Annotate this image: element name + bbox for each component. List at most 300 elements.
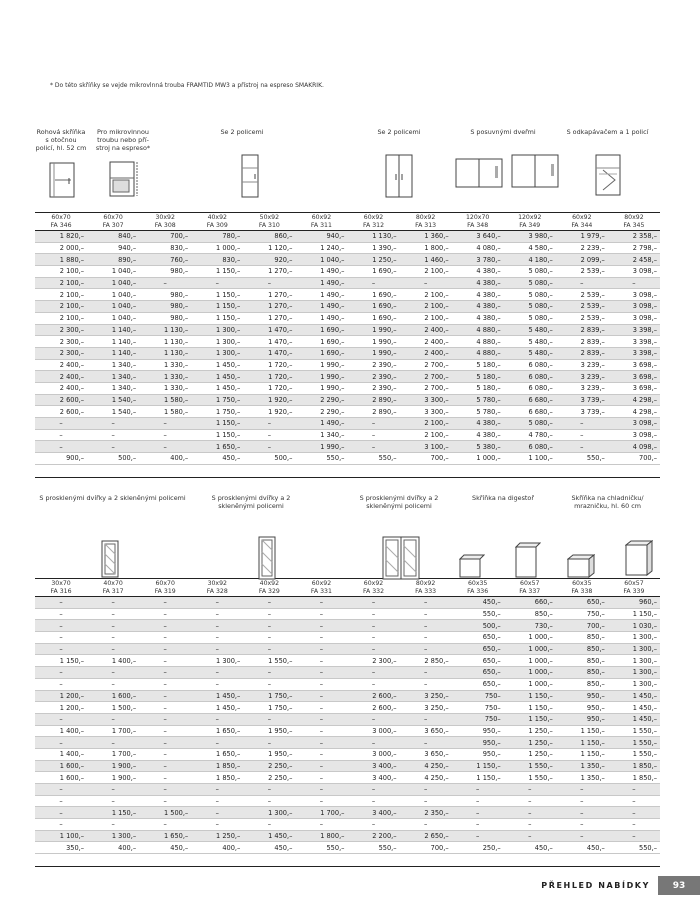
price-row-cell: – bbox=[400, 713, 452, 725]
cabinet-illustrations-2 bbox=[35, 520, 660, 578]
price-row-cell: 3 698,– bbox=[608, 371, 660, 383]
price-row-cell: 2 650,– bbox=[400, 830, 452, 842]
price-row-cell: 1 150,– bbox=[556, 737, 608, 749]
total-row-cell: 400,– bbox=[191, 842, 243, 854]
price-row bbox=[35, 277, 660, 289]
price-row-cell: – bbox=[347, 608, 399, 620]
price-row-cell: – bbox=[400, 784, 452, 796]
price-row-cell: 1 750,– bbox=[243, 690, 295, 702]
price-row-cell: 1 150,– bbox=[87, 807, 139, 819]
price-row-cell: 1 000,– bbox=[504, 643, 556, 655]
code-row bbox=[35, 587, 660, 597]
price-row-cell: 1 040,– bbox=[87, 301, 139, 313]
price-row-cell: 1 650,– bbox=[191, 441, 243, 453]
price-row-cell: 3 698,– bbox=[608, 382, 660, 394]
price-row-cell: 780,– bbox=[191, 231, 243, 243]
table-end-cell bbox=[35, 854, 87, 867]
price-row-cell: 1 300,– bbox=[243, 807, 295, 819]
group-heading-microwave: Pro mikrovlnnou troubu nebo pří-stroj na espreso* bbox=[95, 128, 151, 152]
price-row-cell: 1 700,– bbox=[87, 725, 139, 737]
price-row bbox=[35, 359, 660, 371]
price-row-cell: – bbox=[608, 819, 660, 831]
price-row-cell: – bbox=[35, 632, 87, 644]
price-row-cell: – bbox=[243, 441, 295, 453]
price-row-cell: 1 990,– bbox=[347, 336, 399, 348]
price-row bbox=[35, 667, 660, 679]
price-row-cell: 3 100,– bbox=[400, 441, 452, 453]
price-row-cell: 2 539,– bbox=[556, 312, 608, 324]
size-row-cell: 60x70 bbox=[139, 579, 191, 588]
price-row-cell: 3 239,– bbox=[556, 382, 608, 394]
price-row-cell: 750– bbox=[452, 690, 504, 702]
price-row-cell: – bbox=[347, 632, 399, 644]
price-row-cell: 1 800,– bbox=[295, 830, 347, 842]
price-row-cell: 660,– bbox=[504, 597, 556, 609]
price-row-cell: – bbox=[243, 620, 295, 632]
price-row-cell: 1 040,– bbox=[87, 289, 139, 301]
price-row-cell: – bbox=[87, 678, 139, 690]
price-row-cell: 2 290,– bbox=[295, 406, 347, 418]
price-row-cell: 2 400,– bbox=[35, 371, 87, 383]
table-end-cell bbox=[295, 854, 347, 867]
price-row-cell: 2 700,– bbox=[400, 359, 452, 371]
price-row-cell: 1 580,– bbox=[139, 406, 191, 418]
price-row-cell: – bbox=[556, 441, 608, 453]
price-row-cell: 1 340,– bbox=[295, 429, 347, 441]
price-row-cell: 1 690,– bbox=[347, 301, 399, 313]
price-row bbox=[35, 324, 660, 336]
price-row bbox=[35, 725, 660, 737]
size-row-cell: 60x35 bbox=[452, 579, 504, 588]
price-row-cell: 4 380,– bbox=[452, 266, 504, 278]
price-row-cell: 3 398,– bbox=[608, 324, 660, 336]
price-row-cell: 850,– bbox=[556, 667, 608, 679]
price-row-cell: 2 400,– bbox=[400, 347, 452, 359]
table-end-cell bbox=[87, 854, 139, 867]
price-row-cell: 1 600,– bbox=[87, 690, 139, 702]
code-row-cell: FA 310 bbox=[258, 222, 280, 229]
price-row-cell: – bbox=[295, 643, 347, 655]
price-row-cell: – bbox=[504, 807, 556, 819]
price-row bbox=[35, 655, 660, 667]
price-row-cell: 500,– bbox=[452, 620, 504, 632]
price-row-cell: – bbox=[191, 678, 243, 690]
price-row-cell: 2 350,– bbox=[400, 807, 452, 819]
group-heading-hood: Skříňka na digestoř bbox=[472, 494, 534, 502]
size-row-cell: 120x92 bbox=[504, 213, 556, 222]
price-row-cell: 5 480,– bbox=[504, 324, 556, 336]
price-row-cell: – bbox=[139, 667, 191, 679]
price-row-cell: – bbox=[452, 830, 504, 842]
total-row-cell: 400,– bbox=[139, 453, 191, 465]
price-row-cell: – bbox=[35, 620, 87, 632]
size-row-cell: 60x92 bbox=[347, 213, 399, 222]
price-row-cell: – bbox=[139, 441, 191, 453]
price-row-cell: 1 150,– bbox=[504, 690, 556, 702]
price-row-cell: 4 180,– bbox=[504, 254, 556, 266]
code-row-cell: FA 332 bbox=[363, 588, 384, 595]
price-row-cell: 1 350,– bbox=[556, 760, 608, 772]
cabinet-illustrations bbox=[35, 154, 660, 212]
price-row-cell: – bbox=[347, 667, 399, 679]
price-row-cell: 6 080,– bbox=[504, 382, 556, 394]
price-row-cell: 1 690,– bbox=[347, 312, 399, 324]
size-row-cell: 80x92 bbox=[400, 213, 452, 222]
table-end-cell bbox=[504, 464, 556, 477]
price-row-cell: 1 150,– bbox=[191, 301, 243, 313]
price-row-cell: – bbox=[87, 819, 139, 831]
price-row-cell: – bbox=[295, 795, 347, 807]
price-row-cell: – bbox=[452, 795, 504, 807]
table-end-cell bbox=[347, 464, 399, 477]
price-row-cell: 650,– bbox=[452, 678, 504, 690]
price-row-cell: – bbox=[452, 807, 504, 819]
code-row-cell: FA 317 bbox=[102, 588, 124, 595]
price-row-cell: – bbox=[139, 632, 191, 644]
price-row-cell: 1 540,– bbox=[87, 406, 139, 418]
price-row-cell: – bbox=[243, 678, 295, 690]
price-row-cell: – bbox=[608, 784, 660, 796]
price-row bbox=[35, 643, 660, 655]
price-row-cell: – bbox=[35, 418, 87, 430]
code-row-cell: FA 346 bbox=[50, 222, 72, 229]
price-row-cell: 2 100,– bbox=[35, 312, 87, 324]
price-row-cell: – bbox=[191, 807, 243, 819]
price-row-cell: 1 330,– bbox=[139, 371, 191, 383]
microwave-cabinet-image bbox=[109, 156, 141, 198]
price-row-cell: – bbox=[139, 678, 191, 690]
price-row-cell: 4 298,– bbox=[608, 406, 660, 418]
price-row-cell: 1 720,– bbox=[243, 371, 295, 383]
price-row bbox=[35, 394, 660, 406]
price-row-cell: 1 750,– bbox=[191, 394, 243, 406]
price-row-cell: 1 540,– bbox=[87, 394, 139, 406]
total-row-cell: 550,– bbox=[608, 842, 660, 854]
price-row bbox=[35, 620, 660, 632]
price-row-cell: 1 470,– bbox=[243, 336, 295, 348]
price-row-cell: 1 920,– bbox=[243, 406, 295, 418]
price-row-cell: 1 340,– bbox=[87, 371, 139, 383]
price-row-cell: 1 350,– bbox=[556, 772, 608, 784]
code-row-cell: FA 312 bbox=[363, 222, 384, 229]
table-end-cell bbox=[452, 464, 504, 477]
price-row-cell: 1 150,– bbox=[556, 748, 608, 760]
price-row-cell: 2 000,– bbox=[35, 242, 87, 254]
price-row bbox=[35, 807, 660, 819]
price-row-cell: 950,– bbox=[556, 702, 608, 714]
price-row-cell: 5 480,– bbox=[504, 336, 556, 348]
price-row-cell: 1 550,– bbox=[243, 655, 295, 667]
size-row-cell: 60x92 bbox=[347, 579, 399, 588]
price-row-cell: 1 850,– bbox=[191, 772, 243, 784]
total-row-cell: 450,– bbox=[556, 842, 608, 854]
price-row-cell: – bbox=[139, 725, 191, 737]
price-row-cell: – bbox=[35, 667, 87, 679]
group-headings bbox=[35, 128, 660, 154]
price-row-cell: 2 400,– bbox=[400, 336, 452, 348]
price-row-cell: 2 200,– bbox=[347, 830, 399, 842]
price-row-cell: 840,– bbox=[87, 231, 139, 243]
total-row bbox=[35, 453, 660, 465]
price-row-cell: 1 040,– bbox=[295, 254, 347, 266]
price-row-cell: 1 150,– bbox=[35, 655, 87, 667]
price-row-cell: 1 460,– bbox=[400, 254, 452, 266]
price-row-cell: – bbox=[295, 772, 347, 784]
price-row bbox=[35, 819, 660, 831]
page-footer bbox=[541, 876, 700, 895]
price-row-cell: 1 500,– bbox=[139, 807, 191, 819]
glass-cabinet-70-image bbox=[101, 540, 121, 580]
price-row-cell: 1 490,– bbox=[295, 266, 347, 278]
code-row-cell: FA 338 bbox=[571, 588, 593, 595]
price-row-cell: 1 300,– bbox=[608, 667, 660, 679]
price-row-cell: 6 680,– bbox=[504, 394, 556, 406]
price-row-cell: 3 000,– bbox=[347, 725, 399, 737]
price-row-cell: – bbox=[243, 737, 295, 749]
price-row bbox=[35, 830, 660, 842]
price-row-cell: 1 270,– bbox=[243, 312, 295, 324]
price-row-cell: 1 300,– bbox=[608, 655, 660, 667]
price-row-cell: 2 890,– bbox=[347, 394, 399, 406]
price-row-cell: – bbox=[191, 819, 243, 831]
price-row-cell: 1 140,– bbox=[87, 336, 139, 348]
price-row-cell: 2 300,– bbox=[35, 336, 87, 348]
price-row-cell: – bbox=[87, 441, 139, 453]
total-row-cell: 450,– bbox=[504, 842, 556, 854]
table-end-cell bbox=[347, 854, 399, 867]
price-row-cell: 2 850,– bbox=[400, 655, 452, 667]
price-row-cell: 650,– bbox=[452, 667, 504, 679]
price-row-cell: 750,– bbox=[556, 608, 608, 620]
fridge-cabinet-image bbox=[567, 554, 595, 578]
fridge-cabinet-tall-image bbox=[625, 540, 653, 576]
price-row-cell: 1 450,– bbox=[608, 702, 660, 714]
glass-cabinet-wide-image bbox=[382, 536, 422, 580]
price-row-cell: – bbox=[347, 737, 399, 749]
price-row-cell: 1 500,– bbox=[87, 702, 139, 714]
price-row-cell: – bbox=[35, 643, 87, 655]
group-heading-shelves-b: Se 2 policemi bbox=[377, 128, 421, 136]
total-row-cell: 900,– bbox=[35, 453, 87, 465]
size-row-cell: 60x70 bbox=[35, 213, 87, 222]
price-row-cell: 1 990,– bbox=[295, 359, 347, 371]
price-table-2 bbox=[35, 578, 660, 867]
price-row-cell: 750– bbox=[452, 713, 504, 725]
price-row-cell: – bbox=[243, 597, 295, 609]
price-row-cell: 2 600,– bbox=[35, 406, 87, 418]
price-row-cell: 650,– bbox=[452, 632, 504, 644]
price-row-cell: – bbox=[139, 772, 191, 784]
price-row-cell: – bbox=[139, 608, 191, 620]
price-row bbox=[35, 418, 660, 430]
price-row-cell: – bbox=[347, 819, 399, 831]
price-row bbox=[35, 690, 660, 702]
price-row-cell: 6 080,– bbox=[504, 371, 556, 383]
price-row-cell: 1 250,– bbox=[347, 254, 399, 266]
price-row-cell: – bbox=[400, 620, 452, 632]
price-row-cell: 1 450,– bbox=[191, 371, 243, 383]
table-end-cell bbox=[556, 464, 608, 477]
price-row-cell: 2 100,– bbox=[35, 301, 87, 313]
price-row-cell: 700,– bbox=[556, 620, 608, 632]
glass-cabinet-92-image bbox=[258, 536, 278, 580]
price-row-cell: 2 458,– bbox=[608, 254, 660, 266]
price-row-cell: 4 380,– bbox=[452, 429, 504, 441]
price-row-cell: – bbox=[243, 819, 295, 831]
price-row-cell: 1 880,– bbox=[35, 254, 87, 266]
price-row-cell: 2 600,– bbox=[35, 394, 87, 406]
table-end-cell bbox=[556, 854, 608, 867]
price-row-cell: – bbox=[400, 632, 452, 644]
price-row-cell: 950,– bbox=[556, 713, 608, 725]
price-row-cell: 1 240,– bbox=[295, 242, 347, 254]
price-row-cell: 1 300,– bbox=[608, 632, 660, 644]
price-row-cell: 2 539,– bbox=[556, 266, 608, 278]
price-row-cell: 3 400,– bbox=[347, 760, 399, 772]
price-row-cell: 3 098,– bbox=[608, 266, 660, 278]
size-row-cell: 30x92 bbox=[191, 579, 243, 588]
price-row-cell: 6 080,– bbox=[504, 441, 556, 453]
price-row-cell: 1 990,– bbox=[295, 382, 347, 394]
price-row-cell: 1 400,– bbox=[35, 725, 87, 737]
price-row-cell: 1 300,– bbox=[608, 678, 660, 690]
price-row-cell: 4 880,– bbox=[452, 324, 504, 336]
price-row-cell: 850,– bbox=[556, 643, 608, 655]
price-row-cell: – bbox=[243, 418, 295, 430]
code-row-cell: FA 348 bbox=[467, 222, 489, 229]
price-row-cell: 1 140,– bbox=[87, 347, 139, 359]
table-end bbox=[35, 464, 660, 477]
price-row-cell: 3 000,– bbox=[347, 748, 399, 760]
price-row-cell: 1 150,– bbox=[504, 702, 556, 714]
price-row-cell: – bbox=[139, 737, 191, 749]
price-row-cell: 3 239,– bbox=[556, 359, 608, 371]
price-row-cell: 2 100,– bbox=[400, 301, 452, 313]
price-row-cell: – bbox=[400, 678, 452, 690]
price-row-cell: 4 298,– bbox=[608, 394, 660, 406]
price-row-cell: 1 580,– bbox=[139, 394, 191, 406]
price-row-cell: 1 979,– bbox=[556, 231, 608, 243]
price-row-cell: 1 490,– bbox=[295, 301, 347, 313]
price-row-cell: 5 780,– bbox=[452, 394, 504, 406]
total-row-cell: 550,– bbox=[347, 453, 399, 465]
price-row-cell: 1 450,– bbox=[191, 702, 243, 714]
price-row-cell: 1 150,– bbox=[191, 266, 243, 278]
price-row-cell: 5 180,– bbox=[452, 371, 504, 383]
price-row-cell: 1 450,– bbox=[191, 690, 243, 702]
price-row-cell: 3 739,– bbox=[556, 406, 608, 418]
price-row-cell: – bbox=[139, 748, 191, 760]
price-row-cell: 1 150,– bbox=[608, 608, 660, 620]
price-row-cell: 3 640,– bbox=[452, 231, 504, 243]
price-row-cell: 2 100,– bbox=[400, 289, 452, 301]
price-row-cell: – bbox=[35, 819, 87, 831]
price-row-cell: – bbox=[295, 667, 347, 679]
price-row-cell: – bbox=[191, 795, 243, 807]
price-row-cell: 1 920,– bbox=[243, 394, 295, 406]
size-row bbox=[35, 579, 660, 588]
price-row-cell: 650,– bbox=[452, 643, 504, 655]
price-row-cell: – bbox=[556, 795, 608, 807]
price-row bbox=[35, 702, 660, 714]
price-row-cell: 2 300,– bbox=[35, 347, 87, 359]
price-row-cell: – bbox=[139, 713, 191, 725]
price-row bbox=[35, 737, 660, 749]
table-end bbox=[35, 854, 660, 867]
price-row-cell: 1 150,– bbox=[452, 772, 504, 784]
price-row-cell: 1 750,– bbox=[191, 406, 243, 418]
price-row-cell: 2 400,– bbox=[35, 359, 87, 371]
total-row-cell: 550,– bbox=[295, 453, 347, 465]
size-row-cell: 120x70 bbox=[452, 213, 504, 222]
total-row-cell: 700,– bbox=[400, 842, 452, 854]
price-row-cell: 700,– bbox=[139, 231, 191, 243]
price-row-cell: 1 340,– bbox=[87, 382, 139, 394]
total-row-cell: 450,– bbox=[191, 453, 243, 465]
price-row-cell: – bbox=[295, 655, 347, 667]
price-row-cell: 980,– bbox=[139, 301, 191, 313]
price-row bbox=[35, 632, 660, 644]
price-row-cell: 2 600,– bbox=[347, 690, 399, 702]
sliding-door-cabinet-small-image bbox=[455, 158, 503, 188]
price-row-cell: – bbox=[400, 795, 452, 807]
price-row-cell: 3 739,– bbox=[556, 394, 608, 406]
price-row-cell: 3 098,– bbox=[608, 289, 660, 301]
price-row-cell: 4 380,– bbox=[452, 289, 504, 301]
price-row-cell: – bbox=[452, 819, 504, 831]
price-row-cell: 3 098,– bbox=[608, 312, 660, 324]
price-row-cell: – bbox=[347, 784, 399, 796]
price-row-cell: – bbox=[347, 441, 399, 453]
total-row-cell: 450,– bbox=[139, 842, 191, 854]
total-row-cell: 250,– bbox=[452, 842, 504, 854]
sliding-door-cabinet-large-image bbox=[511, 154, 559, 188]
group-heading-glass-70: S prosklenými dvířky a 2 skleněnými policemi bbox=[39, 494, 186, 502]
price-row-cell: – bbox=[347, 277, 399, 289]
price-row-cell: – bbox=[35, 608, 87, 620]
table-end-cell bbox=[608, 854, 660, 867]
price-row-cell: 3 650,– bbox=[400, 748, 452, 760]
price-row-cell: – bbox=[35, 713, 87, 725]
price-row-cell: 1 550,– bbox=[608, 725, 660, 737]
price-row-cell: – bbox=[400, 643, 452, 655]
price-row-cell: – bbox=[295, 678, 347, 690]
table-end-cell bbox=[243, 464, 295, 477]
price-row bbox=[35, 347, 660, 359]
size-row-cell: 40x70 bbox=[87, 579, 139, 588]
price-row bbox=[35, 382, 660, 394]
price-row-cell: 4 098,– bbox=[608, 441, 660, 453]
price-row-cell: – bbox=[608, 807, 660, 819]
group-heading-glass-wide: S prosklenými dvířky a 2 skleněnými policemi bbox=[359, 494, 439, 510]
price-row-cell: 1 650,– bbox=[139, 830, 191, 842]
price-row-cell: 1 550,– bbox=[608, 737, 660, 749]
total-row-cell: 450,– bbox=[243, 842, 295, 854]
price-row-cell: 950,– bbox=[452, 725, 504, 737]
price-row-cell: – bbox=[295, 737, 347, 749]
price-row-cell: – bbox=[556, 429, 608, 441]
price-row-cell: 2 539,– bbox=[556, 289, 608, 301]
price-row-cell: 890,– bbox=[87, 254, 139, 266]
price-row-cell: 3 239,– bbox=[556, 371, 608, 383]
size-row-cell: 60x35 bbox=[556, 579, 608, 588]
total-row-cell: 550,– bbox=[295, 842, 347, 854]
price-row-cell: 1 690,– bbox=[347, 289, 399, 301]
price-row-cell: – bbox=[243, 632, 295, 644]
price-row-cell: – bbox=[87, 597, 139, 609]
price-row-cell: 1 990,– bbox=[295, 371, 347, 383]
price-row-cell: 3 650,– bbox=[400, 725, 452, 737]
